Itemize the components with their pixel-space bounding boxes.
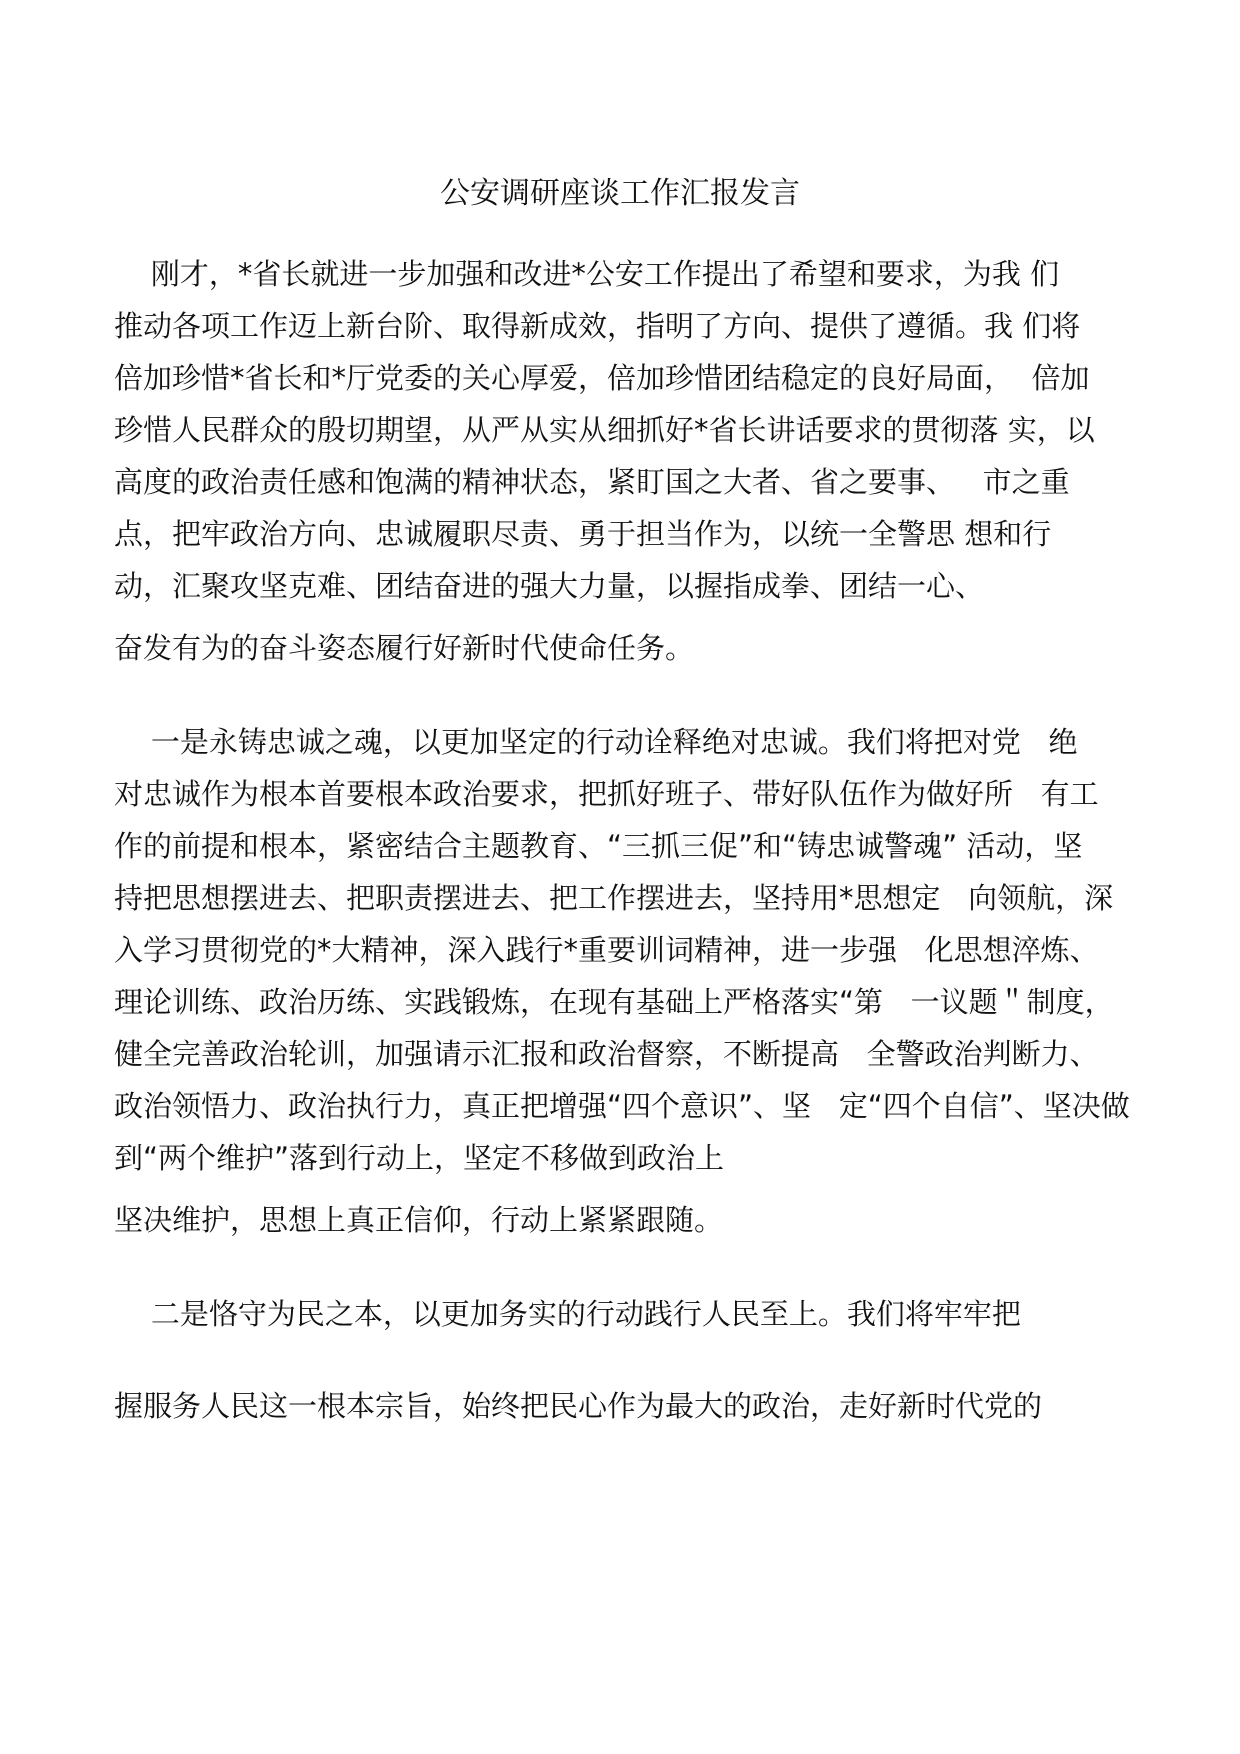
paragraph-3-line-1: 二是恪守为民之本，以更加务实的行动践行人民至上。我们将牢牢把 bbox=[114, 1297, 1021, 1331]
paragraph-1-line-6: 点，把牢政治方向、忠诚履职尽责、勇于担当作为，以统一全警思 想和行 bbox=[114, 517, 1052, 551]
paragraph-3-line-2: 握服务人民这一根本宗旨，始终把民心作为最大的政治，走好新时代党的 bbox=[114, 1389, 1043, 1423]
paragraph-2-line-6: 理论训练、政治历练、实践锻炼，在现有基础上严格落实“第 一议题＂制度， bbox=[114, 985, 1114, 1019]
paragraph-1-line-3: 倍加珍惜*省长和*厅党委的关心厚爱，倍加珍惜团结稳定的良好局面， 倍加 bbox=[114, 361, 1090, 395]
paragraph-1-line-1: 刚才，*省长就进一步加强和改进*公安工作提出了希望和要求，为我 们 bbox=[114, 257, 1060, 291]
paragraph-2-line-7: 健全完善政治轮训，加强请示汇报和政治督察，不断提高 全警政治判断力、 bbox=[114, 1037, 1099, 1071]
paragraph-1-line-4: 珍惜人民群众的殷切期望，从严从实从细抓好*省长讲话要求的贯彻落 实，以 bbox=[114, 413, 1095, 447]
document-title: 公安调研座谈工作汇报发言 bbox=[440, 176, 800, 211]
paragraph-1-line-8: 奋发有为的奋斗姿态履行好新时代使命任务。 bbox=[114, 631, 695, 665]
paragraph-2-line-1: 一是永铸忠诚之魂，以更加坚定的行动诠释绝对忠诚。我们将把对党 绝 bbox=[114, 725, 1078, 759]
paragraph-2-line-2: 对忠诚作为根本首要根本政治要求，把抓好班子、带好队伍作为做好所 有工 bbox=[114, 777, 1099, 811]
paragraph-2-line-3: 作的前提和根本，紧密结合主题教育、“三抓三促”和“铸忠诚警魂” 活动，坚 bbox=[114, 829, 1083, 863]
paragraph-2-line-4: 持把思想摆进去、把职责摆进去、把工作摆进去，坚持用*思想定 向领航，深 bbox=[114, 881, 1114, 915]
paragraph-2-line-8: 政治领悟力、政治执行力，真正把增强“四个意识”、坚 定“四个自信”、坚决做 bbox=[114, 1089, 1130, 1123]
paragraph-2-line-9: 到“两个维护”落到行动上，坚定不移做到政治上 bbox=[114, 1141, 725, 1175]
paragraph-1-line-5: 高度的政治责任感和饱满的精神状态，紧盯国之大者、省之要事、 市之重 bbox=[114, 465, 1070, 499]
paragraph-2-line-10: 坚决维护，思想上真正信仰，行动上紧紧跟随。 bbox=[114, 1203, 724, 1237]
paragraph-1-line-7: 动，汇聚攻坚克难、团结奋进的强大力量，以握指成拳、团结一心、 bbox=[114, 569, 985, 603]
paragraph-1-line-2: 推动各项工作迈上新台阶、取得新成效，指明了方向、提供了遵循。我 们将 bbox=[114, 309, 1081, 343]
paragraph-2-line-5: 入学习贯彻党的*大精神，深入践行*重要训词精神，进一步强 化思想淬炼、 bbox=[114, 933, 1099, 967]
